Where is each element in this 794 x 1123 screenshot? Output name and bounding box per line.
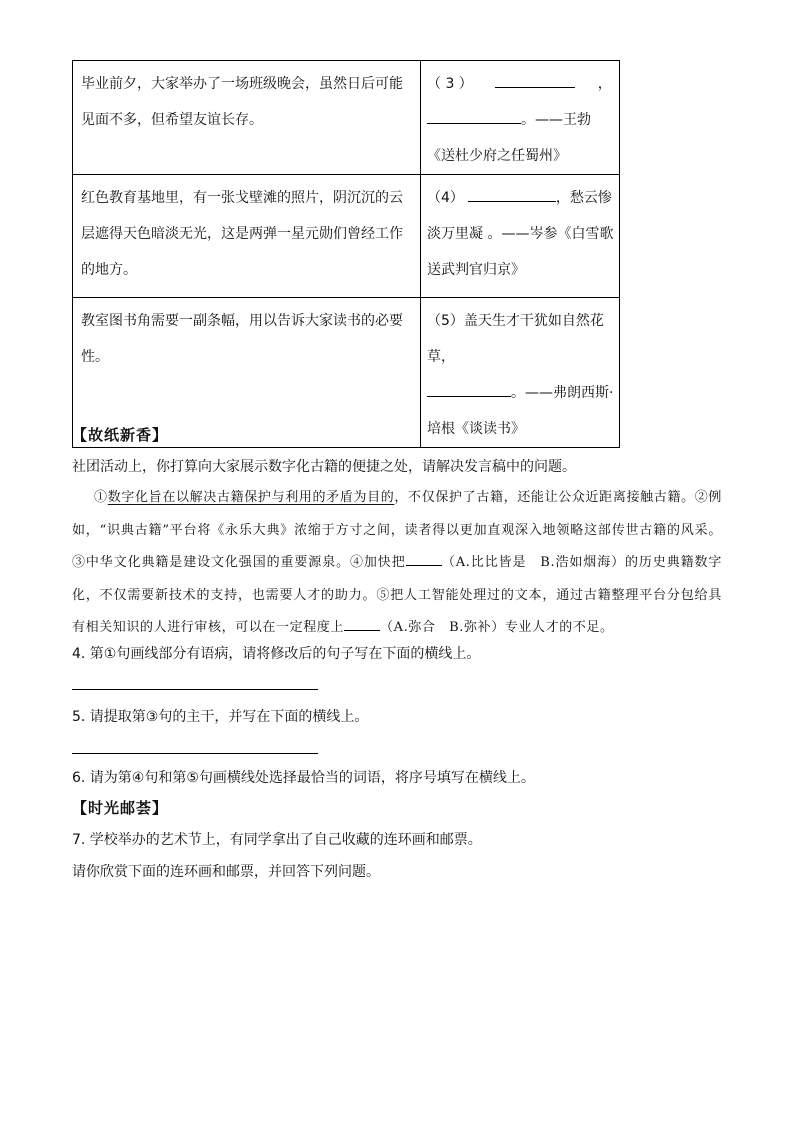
verse-cell xyxy=(421,175,620,298)
passage-text: （A.比比皆是 B.浩如烟海）的历史典籍数字化，不仅需要新技术的支持，也需要人才的助力。⑤把人工智能处理过的文本，通过古籍整理平台分包给具有相关知识的人进行审核，可以在一定程度上 xyxy=(72,555,722,635)
scene-cell: 教室图书角需要一副条幅，用以告诉大家读书的必要性。 xyxy=(73,298,421,448)
verse-prefix: （ 3 ） xyxy=(427,76,473,92)
passage-text: ，不仅保护了古籍，还能让公众近距离接触古籍。②例如，“识典古籍”平台将《永乐大典》浓缩于方寸之间，读者得以更加直观深入地领略这部传世古籍的风采。③中华文化典籍是建设文化强国的重要源泉。④加快把 xyxy=(72,490,722,570)
scene-cell: 毕业前夕，大家举办了一场班级晚会，虽然日后可能见面不多，但希望友谊长存。 xyxy=(73,61,421,175)
section-title: 【故纸新香】 xyxy=(72,426,169,444)
verse-suffix: ，愁云惨淡万里凝 。——岑参《白雪歌送武判官归京》 xyxy=(427,190,614,278)
question-5: 5. 请提取第③句的主干，并写在下面的横线上。 xyxy=(72,709,369,725)
section-title: 【时光邮荟】 xyxy=(72,799,169,817)
section-intro: 社团活动上，你打算向大家展示数字化古籍的便捷之处，请解决发言稿中的问题。 xyxy=(72,459,576,475)
passage-text: （A.弥合 B.弥补）专业人才的不足。 xyxy=(380,620,614,635)
question-6: 6. 请为第④句和第⑤句画横线处选择最恰当的词语，将序号填写在横线上。 xyxy=(72,770,535,786)
fill-blank[interactable] xyxy=(344,618,380,631)
sentence-marker: ① xyxy=(94,490,108,505)
verse-cell xyxy=(421,298,620,448)
verse-cell xyxy=(421,61,620,175)
answer-line[interactable] xyxy=(72,753,318,754)
underlined-sentence: 数字化旨在以解决古籍保护与利用的矛盾为目的 xyxy=(107,490,395,505)
scene-cell: 红色教育基地里，有一张戈壁滩的照片，阴沉沉的云层遮得天色暗淡无光，这是两弹一星元勋们曾经工作的地方。 xyxy=(73,175,421,298)
poem-matching-table xyxy=(72,60,620,448)
question-4: 4. 第①句画线部分有语病，请将修改后的句子写在下面的横线上。 xyxy=(72,646,481,662)
fill-blank[interactable] xyxy=(468,187,556,202)
verse-prefix: （5）盖天生才干犹如自然花草， xyxy=(427,313,604,365)
verse-suffix: 。——弗朗西斯·培根《谈读书》 xyxy=(427,385,614,437)
answer-line[interactable] xyxy=(72,689,318,690)
question-7: 7. 学校举办的艺术节上，有同学拿出了自己收藏的连环画和邮票。 xyxy=(72,832,482,848)
table-row xyxy=(73,175,620,298)
fill-blank[interactable] xyxy=(427,109,521,124)
fill-blank[interactable] xyxy=(427,382,511,397)
comma: ， xyxy=(597,76,612,92)
fill-blank[interactable] xyxy=(406,553,442,566)
verse-prefix: （4） xyxy=(427,190,464,206)
verse-suffix: 。——王勃《送杜少府之任蜀州》 xyxy=(427,112,591,164)
question-7-instruction: 请你欣赏下面的连环画和邮票，并回答下列问题。 xyxy=(72,864,380,880)
speech-passage xyxy=(72,482,722,645)
table-row xyxy=(73,61,620,175)
fill-blank[interactable] xyxy=(495,73,575,88)
